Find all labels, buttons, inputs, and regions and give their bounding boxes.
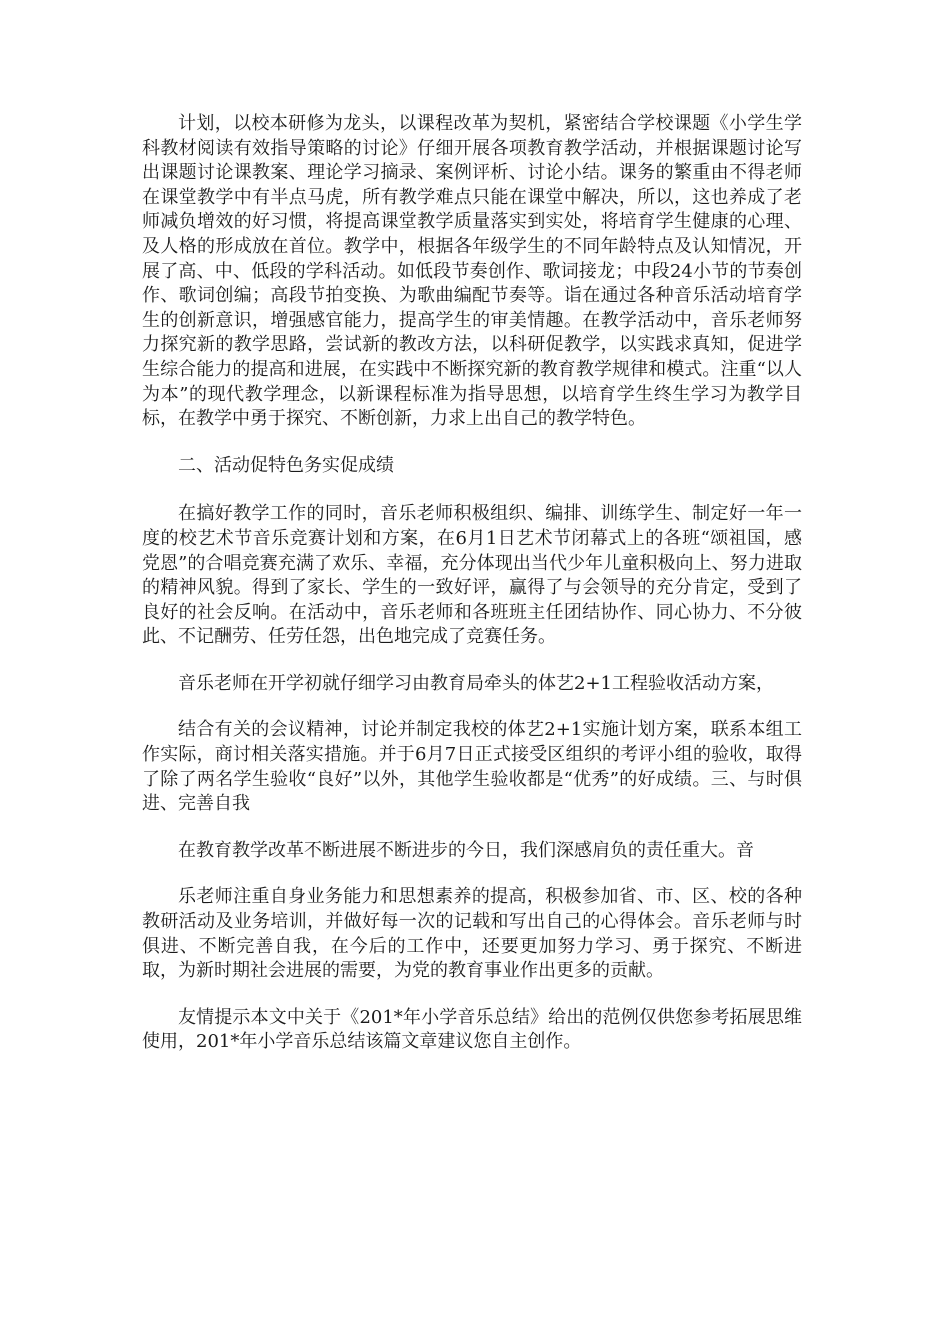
paragraph-friendly-tip: 友情提示本文中关于《201*年小学音乐总结》给出的范例仅供您参考拓展思维使用，201*年小学音乐总结该篇文章建议您自主创作。 <box>142 1006 802 1053</box>
paragraph-self-improvement: 乐老师注重自身业务能力和思想素养的提高，积极参加省、市、区、校的各种教研活动及业务培训，并做好每一次的记载和写出自己的心得体会。音乐老师与时俱进、不断完善自我，在今后的工作中，还要更加努力学习、勇于探究、不断进取，为新时期社会进展的需要，为党的教育事业作出更多的贡献。 <box>142 886 802 982</box>
paragraph-acceptance-results: 结合有关的会议精神，讨论并制定我校的体艺2+1实施计划方案，联系本组工作实际，商讨相关落实措施。并于6月7日正式接受区组织的考评小组的验收，取得了除了两名学生验收“良好”以外，其他学生验收都是“优秀”的好成绩。三、与时俱进、完善自我 <box>142 719 802 815</box>
paragraph-art-festival: 在搞好教学工作的同时，音乐老师积极组织、编排、训练学生、制定好一年一度的校艺术节音乐竞赛计划和方案，在6月1日艺术节闭幕式上的各班“颂祖国，感党恩”的合唱竞赛充满了欢乐、幸福，充分体现出当代少年儿童积极向上、努力进取的精神风貌。得到了家长、学生的一致好评，赢得了与会领导的充分肯定，受到了良好的社会反响。在活动中，音乐老师和各班班主任团结协作、同心协力、不分彼此、不记酬劳、任劳任怨，出色地完成了竞赛任务。 <box>142 503 802 648</box>
document-page <box>142 112 802 1077</box>
paragraph-teaching-plan: 计划，以校本研修为龙头，以课程改革为契机，紧密结合学校课题《小学生学科教材阅读有效指导策略的讨论》仔细开展各项教育教学活动，并根据课题讨论写出课题讨论课教案、理论学习摘录、案例评析、讨论小结。课务的繁重由不得老师在课堂教学中有半点马虎，所有教学难点只能在课堂中解决，所以，这也养成了老师减负增效的好习惯，将提高课堂教学质量落实到实处，将培育学生健康的心理、及人格的形成放在首位。教学中，根据各年级学生的不同年龄特点及认知情况，开展了高、中、低段的学科活动。如低段节奏创作、歌词接龙；中段24小节的节奏创作、歌词创编；高段节拍变换、为歌曲编配节奏等。诣在通过各种音乐活动培育学生的创新意识，增强感官能力，提高学生的审美情趣。在教学活动中，音乐老师努力探究新的教学思路，尝试新的教改方法，以科研促教学，以实践求真知，促进学生综合能力的提高和进展，在实践中不断探究新的教育教学规律和模式。注重“以人为本”的现代教学理念，以新课程标准为指导思想，以培育学生终生学习为教学目标，在教学中勇于探究、不断创新，力求上出自己的教学特色。 <box>142 113 802 430</box>
section-heading-activities: 二、活动促特色务实促成绩 <box>178 454 394 476</box>
paragraph-reform-responsibility: 在教育教学改革不断进展不断进步的今日，我们深感肩负的责任重大。音 <box>178 839 754 861</box>
paragraph-sports-art-plan: 音乐老师在开学初就仔细学习由教育局牵头的体艺2+1工程验收活动方案， <box>178 672 774 694</box>
